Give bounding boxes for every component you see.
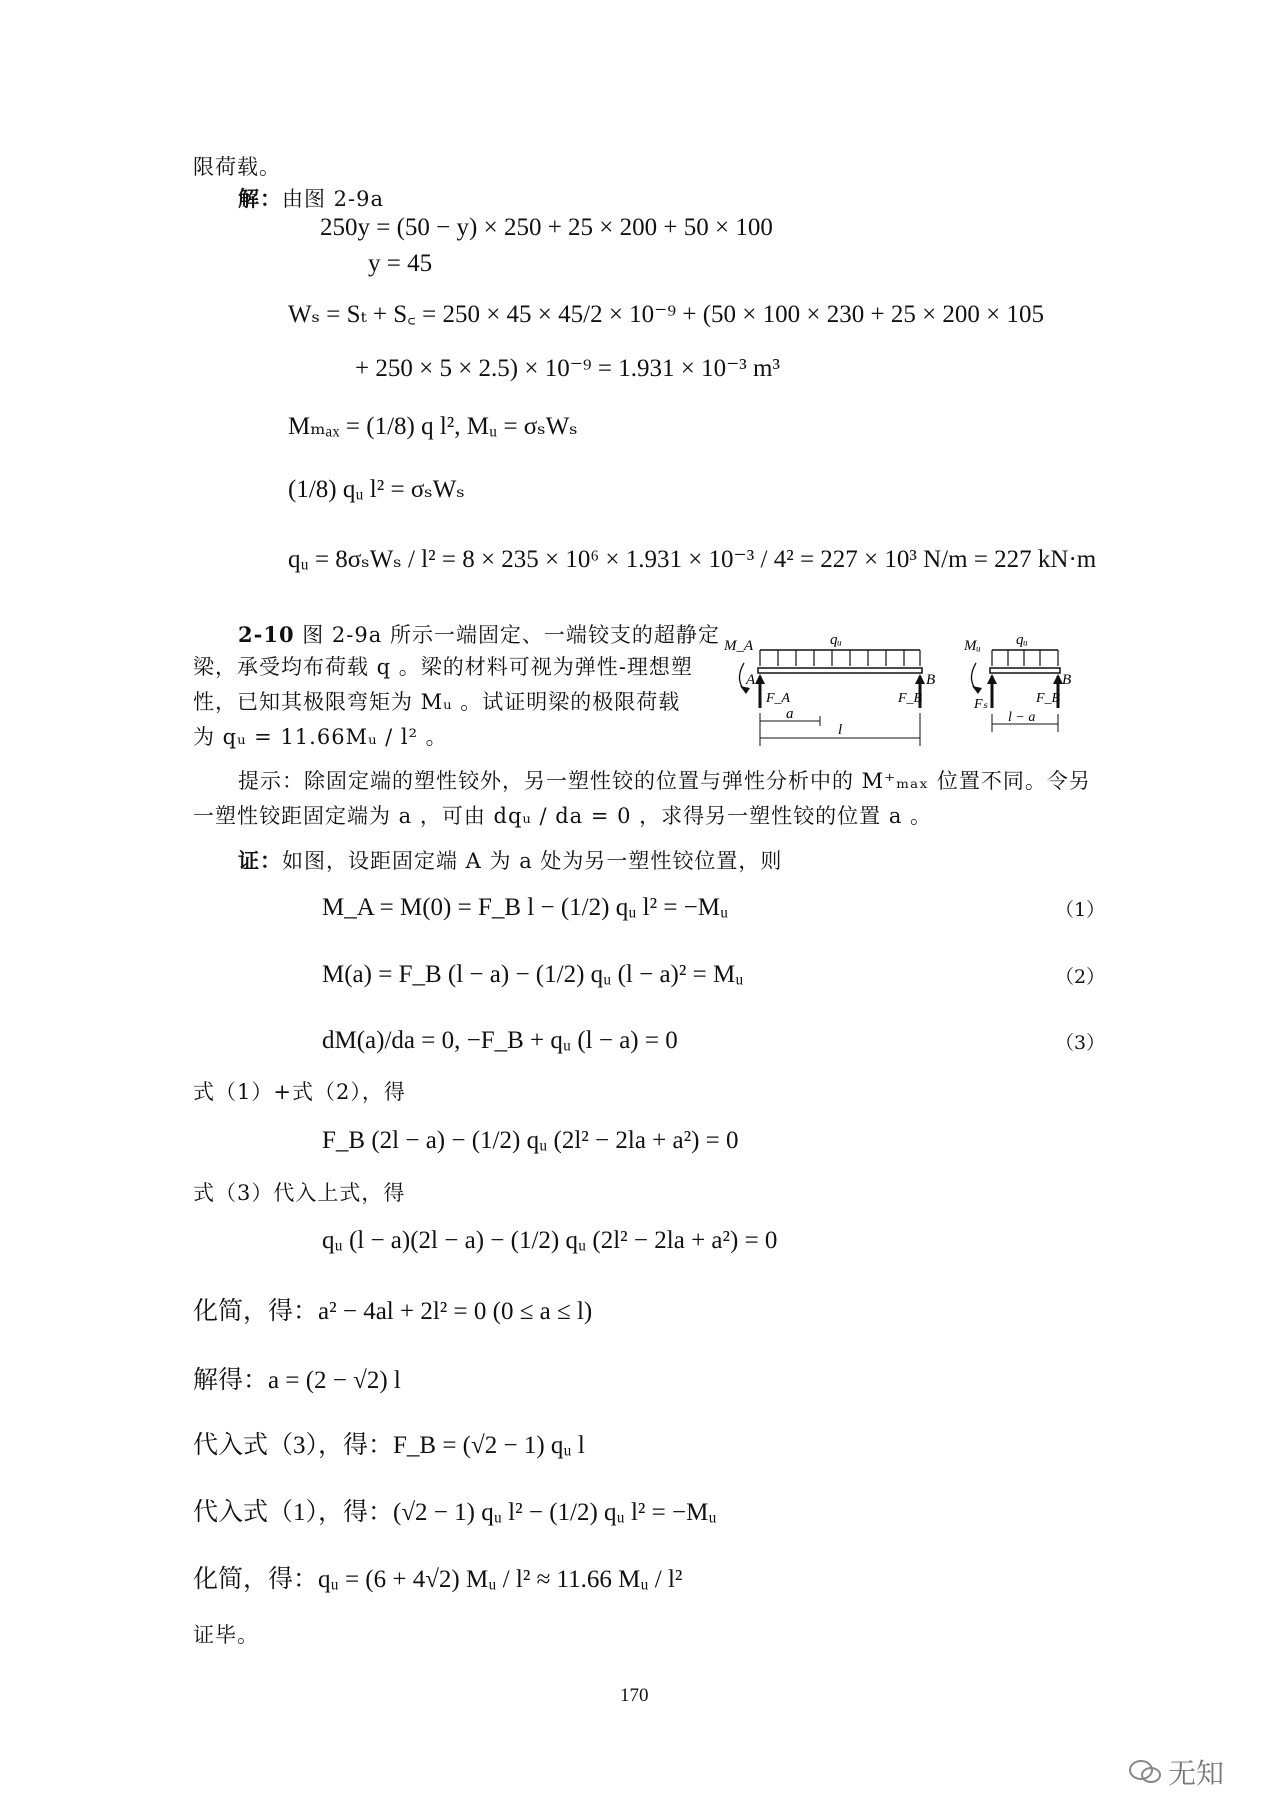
beam bbox=[758, 668, 922, 673]
text-line: 式（1）+式（2），得 bbox=[193, 1080, 406, 1104]
problem-line bbox=[238, 620, 720, 650]
watermark-text: 无知 bbox=[1168, 1757, 1225, 1790]
hint-line: 提示：除固定端的塑性铰外，另一塑性铰的位置与弹性分析中的 M⁺ₘₐₓ 位置不同。令另 bbox=[238, 769, 1091, 793]
support-a-label: A bbox=[746, 672, 756, 688]
load-label: qᵤ bbox=[830, 632, 842, 648]
wechat-icon bbox=[1128, 1759, 1162, 1785]
reaction-b-label: F_B bbox=[898, 691, 923, 706]
problem-number: 2-10 bbox=[238, 622, 295, 647]
proof-line bbox=[238, 846, 782, 876]
equation: Wₛ = Sₜ + S꜀ = 250 × 45 × 45/2 × 10⁻⁹ + (50 × 100 × 230 + 25 × 200 × 105 bbox=[288, 301, 1045, 328]
text-line: 式（3）代入上式，得 bbox=[193, 1181, 406, 1205]
text-line: 限荷载。 bbox=[193, 155, 281, 179]
equation-number: （1） bbox=[1055, 899, 1106, 921]
problem-text: 图 2-9a 所示一端固定、一端铰支的超静定 bbox=[302, 623, 720, 647]
equation-3: dM(a)/da = 0, −F_B + qᵤ (l − a) = 0 bbox=[322, 1027, 678, 1054]
segment-moment-label: Mᵤ bbox=[964, 638, 981, 654]
page-number: 170 bbox=[620, 1685, 649, 1706]
equation: 250y = (50 − y) × 250 + 25 × 200 + 50 × 100 bbox=[320, 214, 773, 241]
equation: Mₘₐₓ = (1/8) q l², Mᵤ = σₛWₛ bbox=[288, 413, 578, 440]
solution-text: 由图 2-9a bbox=[282, 187, 385, 211]
problem-line: 性，已知其极限弯矩为 Mᵤ 。试证明梁的极限荷载 bbox=[193, 690, 681, 714]
result-line: 解得：a = (2 − √2) l bbox=[193, 1367, 401, 1394]
equation-2: M(a) = F_B (l − a) − (1/2) qᵤ (l − a)² = Mᵤ bbox=[322, 961, 744, 988]
moment-label: M_A bbox=[724, 638, 754, 654]
equation: + 250 × 5 × 2.5) × 10⁻⁹ = 1.931 × 10⁻³ m³ bbox=[355, 355, 780, 382]
equation-number: （2） bbox=[1055, 966, 1106, 988]
result-line: 化简，得：a² − 4al + 2l² = 0 (0 ≤ a ≤ l) bbox=[193, 1298, 593, 1325]
equation-number: （3） bbox=[1055, 1032, 1106, 1054]
reaction-a-label: F_A bbox=[766, 691, 791, 706]
solution-label: 解： bbox=[238, 186, 282, 211]
equation: y = 45 bbox=[368, 250, 433, 277]
segment-b-label: B bbox=[1062, 672, 1072, 688]
equation: (1/8) qᵤ l² = σₛWₛ bbox=[288, 476, 465, 503]
equation: qᵤ = 8σₛWₛ / l² = 8 × 235 × 10⁶ × 1.931 × 10⁻³ / 4² = 227 × 10³ N/m = 227 kN·m bbox=[288, 546, 1097, 573]
beam-segment bbox=[990, 668, 1060, 673]
beam-diagram-segment bbox=[958, 628, 1078, 738]
proof-label: 证： bbox=[238, 848, 282, 873]
segment-dim-label: l − a bbox=[1008, 710, 1036, 725]
result-line: 代入式（1），得：(√2 − 1) qᵤ l² − (1/2) qᵤ l² = −Mᵤ bbox=[193, 1499, 717, 1526]
equation-1: M_A = M(0) = F_B l − (1/2) qᵤ l² = −Mᵤ bbox=[322, 894, 729, 921]
hint-line: 一塑性铰距固定端为 a ，可由 dqᵤ / da = 0 ，求得另一塑性铰的位置 a 。 bbox=[193, 804, 933, 828]
distributed-load-arrows bbox=[760, 650, 920, 666]
segment-reaction-label: F_B bbox=[1036, 691, 1061, 706]
shear-label: Fₛ bbox=[974, 697, 988, 712]
dim-a-label: a bbox=[786, 706, 794, 722]
text-line: 证毕。 bbox=[193, 1623, 259, 1647]
equation: F_B (2l − a) − (1/2) qᵤ (2l² − 2la + a²) = 0 bbox=[322, 1127, 739, 1154]
segment-load-label: qᵤ bbox=[1016, 632, 1028, 648]
beam-diagram-full bbox=[720, 628, 950, 758]
support-b-label: B bbox=[926, 672, 936, 688]
equation: qᵤ (l − a)(2l − a) − (1/2) qᵤ (2l² − 2la + a²) = 0 bbox=[322, 1227, 778, 1254]
problem-line: 为 qᵤ = 11.66Mᵤ / l² 。 bbox=[193, 725, 448, 749]
result-line: 代入式（3），得：F_B = (√2 − 1) qᵤ l bbox=[193, 1432, 585, 1459]
watermark bbox=[1128, 1752, 1224, 1792]
solution-line bbox=[238, 184, 384, 214]
problem-line: 梁，承受均布荷载 q 。梁的材料可视为弹性-理想塑 bbox=[193, 655, 693, 679]
segment-load-arrows bbox=[992, 650, 1058, 666]
result-line: 化简，得：qᵤ = (6 + 4√2) Mᵤ / l² ≈ 11.66 Mᵤ / l² bbox=[193, 1566, 683, 1593]
dim-l-label: l bbox=[838, 722, 843, 738]
proof-text: 如图，设距固定端 A 为 a 处为另一塑性铰位置，则 bbox=[282, 849, 783, 873]
